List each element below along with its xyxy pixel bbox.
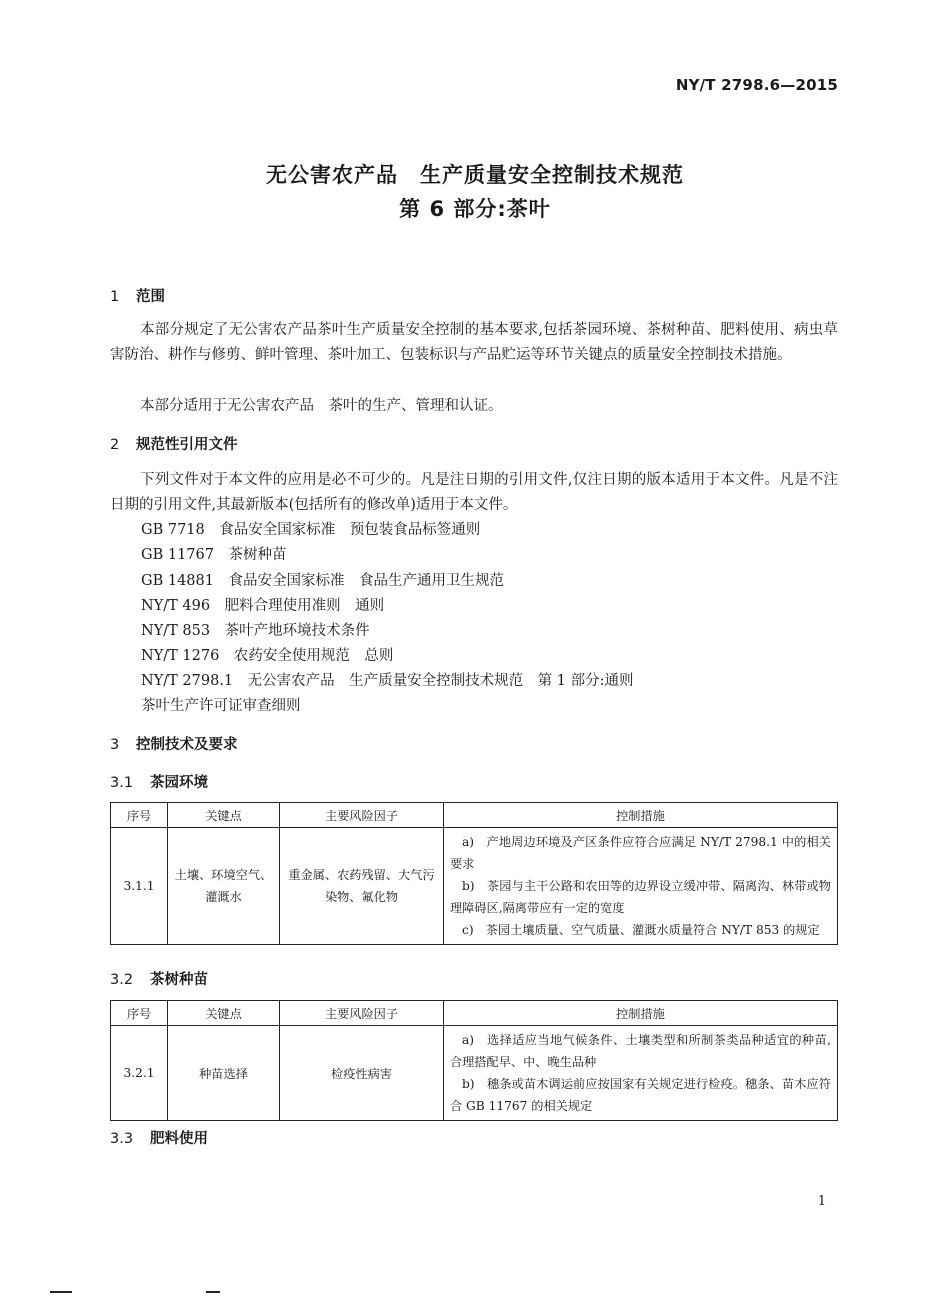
reference-item: GB 14881 食品安全国家标准 食品生产通用卫生规范 [141,573,504,589]
column-header: 主要风险因子 [280,1001,444,1026]
row-number: 3.2.1 [111,1026,168,1121]
reference-item: 茶叶生产许可证审查细则 [141,698,301,714]
reference-item: NY/T 2798.1 无公害农产品 生产质量安全控制技术规范 第 1 部分:通则 [141,673,634,689]
document-subtitle: 第 6 部分:茶叶 [399,197,551,221]
section-1-paragraph-2: 本部分适用于无公害农产品 茶叶的生产、管理和认证。 [140,398,503,414]
measure-item: c) 茶园土壤质量、空气质量、灌溉水质量符合 NY/T 853 的规定 [462,923,820,937]
page-number: 1 [817,1194,826,1209]
section-3-2-heading: 3.2 茶树种苗 [110,972,208,988]
reference-item: NY/T 1276 农药安全使用规范 总则 [141,648,394,664]
table-row [111,828,838,945]
row-number: 3.1.1 [111,828,168,945]
section-1-paragraph-1: 本部分规定了无公害农产品茶叶生产质量安全控制的基本要求,包括茶园环境、茶树种苗、肥料使用、病虫草害防治、耕作与修剪、鲜叶管理、茶叶加工、包装标识与产品贮运等环节关键点的质量安全控制技术措施。 [110,322,838,363]
footer-rule [206,1291,220,1293]
reference-item: GB 7718 食品安全国家标准 预包装食品标签通则 [141,522,481,538]
key-point: 种苗选择 [168,1026,280,1121]
table-header-row [111,1001,838,1026]
reference-item: GB 11767 茶树种苗 [141,547,287,563]
measure-item: a) 产地周边环境及产区条件应符合应满足 NY/T 2798.1 中的相关要求 [450,835,831,871]
column-header: 序号 [111,1001,168,1026]
section-3-heading: 3 控制技术及要求 [110,737,238,753]
control-measures [444,1026,838,1121]
standard-number: NY/T 2798.6—2015 [675,76,838,94]
column-header: 关键点 [168,1001,280,1026]
table-row [111,1026,838,1121]
table-header-row [111,803,838,828]
section-2-heading: 2 规范性引用文件 [110,437,238,453]
risk-factor: 重金属、农药残留、大气污染物、氟化物 [280,828,444,945]
reference-item: NY/T 853 茶叶产地环境技术条件 [141,623,370,639]
footer-rule [50,1291,72,1293]
section-3-3-heading: 3.3 肥料使用 [110,1131,208,1147]
document-title: 无公害农产品 生产质量安全控制技术规范 [266,163,684,187]
key-point: 土壤、环境空气、灌溉水 [168,828,280,945]
control-measures [444,828,838,945]
column-header: 主要风险因子 [280,803,444,828]
column-header: 控制措施 [444,1001,838,1026]
column-header: 序号 [111,803,168,828]
column-header: 关键点 [168,803,280,828]
measure-item: b) 穗条或苗木调运前应按国家有关规定进行检疫。穗条、苗木应符合 GB 11767 的相关规定 [450,1077,831,1113]
section-3-1-heading: 3.1 茶园环境 [110,775,208,791]
reference-item: NY/T 496 肥料合理使用准则 通则 [141,598,385,614]
table-tea-garden-environment [110,802,838,945]
table-tea-seedlings [110,1000,838,1121]
measure-item: b) 茶园与主干公路和农田等的边界设立缓冲带、隔离沟、林带或物理障碍区,隔离带应有一定的宽度 [450,879,831,915]
section-2-paragraph: 下列文件对于本文件的应用是必不可少的。凡是注日期的引用文件,仅注日期的版本适用于本文件。凡是不注日期的引用文件,其最新版本(包括所有的修改单)适用于本文件。 [110,472,838,513]
risk-factor: 检疫性病害 [280,1026,444,1121]
section-1-heading: 1 范围 [110,289,165,305]
measure-item: a) 选择适应当地气候条件、土壤类型和所制茶类品种适宜的种苗,合理搭配早、中、晚生品种 [450,1033,831,1069]
column-header: 控制措施 [444,803,838,828]
